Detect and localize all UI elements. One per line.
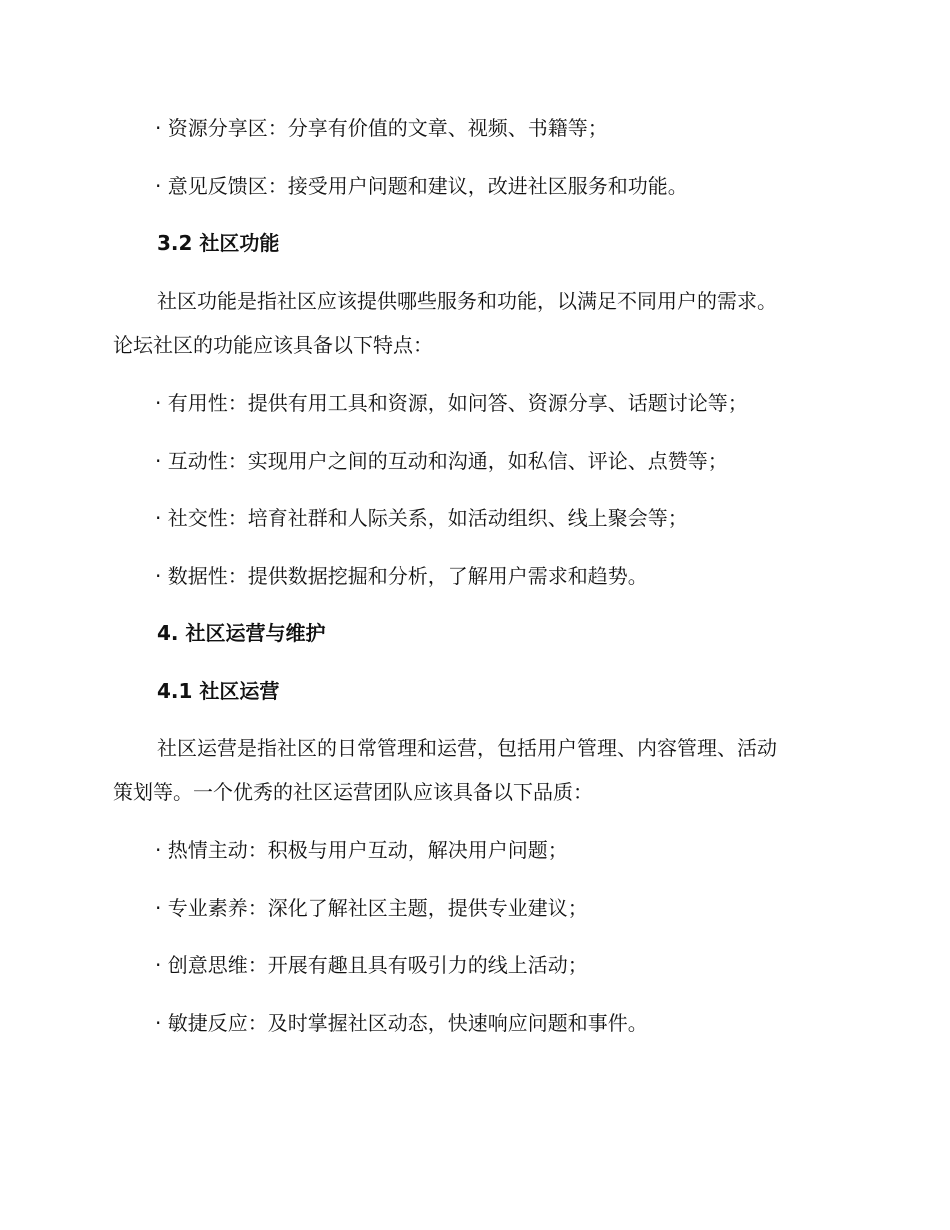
section-heading-4: 4. 社区运营与维护 bbox=[157, 621, 326, 645]
paragraph-line: 论坛社区的功能应该具备以下特点： bbox=[113, 333, 433, 357]
list-item-resource-sharing: · 资源分享区：分享有价值的文章、视频、书籍等； bbox=[155, 116, 608, 140]
list-item-professionalism: · 专业素养：深化了解社区主题，提供专业建议； bbox=[155, 896, 588, 920]
list-item-feedback: · 意见反馈区：接受用户问题和建议，改进社区服务和功能。 bbox=[155, 174, 688, 198]
list-item-enthusiasm: · 热情主动：积极与用户互动，解决用户问题； bbox=[155, 838, 568, 862]
section-heading-4-1: 4.1 社区运营 bbox=[157, 679, 280, 703]
list-item-sociality: · 社交性：培育社群和人际关系，如活动组织、线上聚会等； bbox=[155, 506, 688, 530]
list-item-agility: · 敏捷反应：及时掌握社区动态，快速响应问题和事件。 bbox=[155, 1011, 648, 1035]
list-item-interactivity: · 互动性：实现用户之间的互动和沟通，如私信、评论、点赞等； bbox=[155, 449, 728, 473]
section-heading-3-2: 3.2 社区功能 bbox=[157, 231, 280, 255]
list-item-usefulness: · 有用性：提供有用工具和资源，如问答、资源分享、话题讨论等； bbox=[155, 391, 748, 415]
list-item-data: · 数据性：提供数据挖掘和分析，了解用户需求和趋势。 bbox=[155, 564, 648, 588]
paragraph-line: 策划等。一个优秀的社区运营团队应该具备以下品质： bbox=[113, 780, 593, 804]
list-item-creativity: · 创意思维：开展有趣且具有吸引力的线上活动； bbox=[155, 953, 588, 977]
paragraph-line: 社区功能是指社区应该提供哪些服务和功能，以满足不同用户的需求。 bbox=[157, 289, 777, 313]
paragraph-line: 社区运营是指社区的日常管理和运营，包括用户管理、内容管理、活动 bbox=[157, 736, 777, 760]
